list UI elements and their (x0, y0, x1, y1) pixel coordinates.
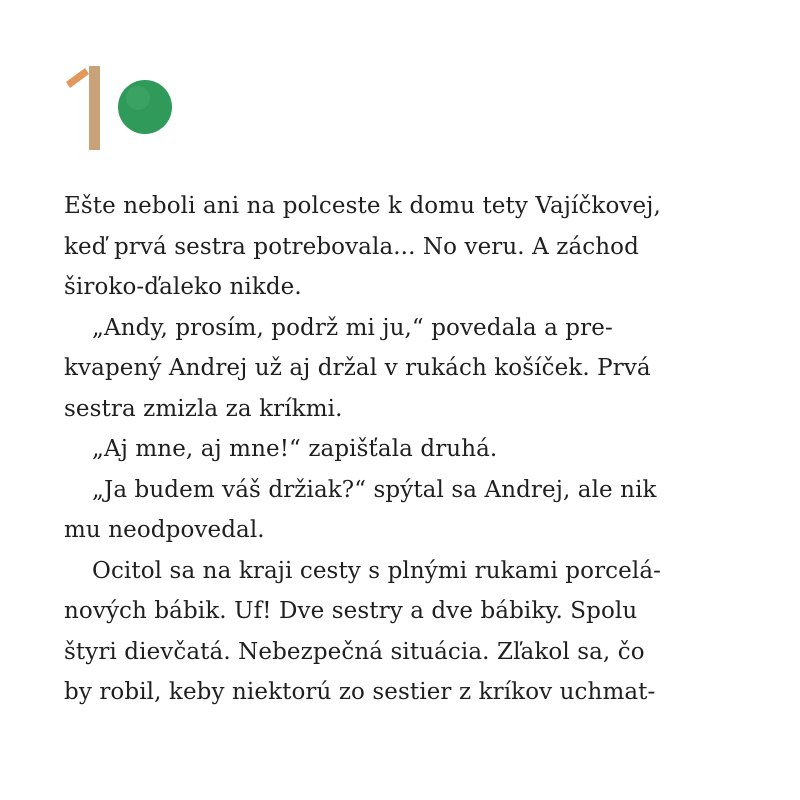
text-line: nových bábik. Uf! Dve sestry a dve bábiky. Spolu (64, 598, 638, 624)
text-line: sestra zmizla za kríkmi. (64, 395, 343, 422)
digit-zero-highlight (126, 86, 150, 110)
text-line: Ocitol sa na kraji cesty s plnými rukami porcelá- (92, 557, 662, 584)
digit-one-flag (66, 68, 89, 88)
story-text (64, 186, 764, 713)
digit-one-stroke (89, 66, 100, 150)
text-line: široko-ďaleko nikde. (64, 274, 302, 300)
text-line: keď prvá sestra potrebovala... No veru. A záchod (64, 233, 639, 260)
text-line: „Andy, prosím, podrž mi ju,“ povedala a pre- (92, 314, 613, 341)
text-line: „Aj mne, aj mne!“ zapišťala druhá. (92, 436, 498, 462)
text-line: kvapený Andrej už aj držal v rukách košíček. Prvá (64, 355, 651, 381)
text-line: „Ja budem váš držiak?“ spýtal sa Andrej, ale nik (92, 476, 657, 503)
chapter-number-graphic (0, 0, 200, 160)
chapter-number (0, 0, 800, 160)
text-line: by robil, keby niektorú zo sestier z kríkov uchmat- (64, 679, 656, 705)
text-line: štyri dievčatá. Nebezpečná situácia. Zľakol sa, čo (64, 638, 645, 665)
text-line: Ešte neboli ani na polceste k domu tety Vajíčkovej, (64, 193, 661, 219)
text-line: mu neodpovedal. (64, 517, 265, 543)
